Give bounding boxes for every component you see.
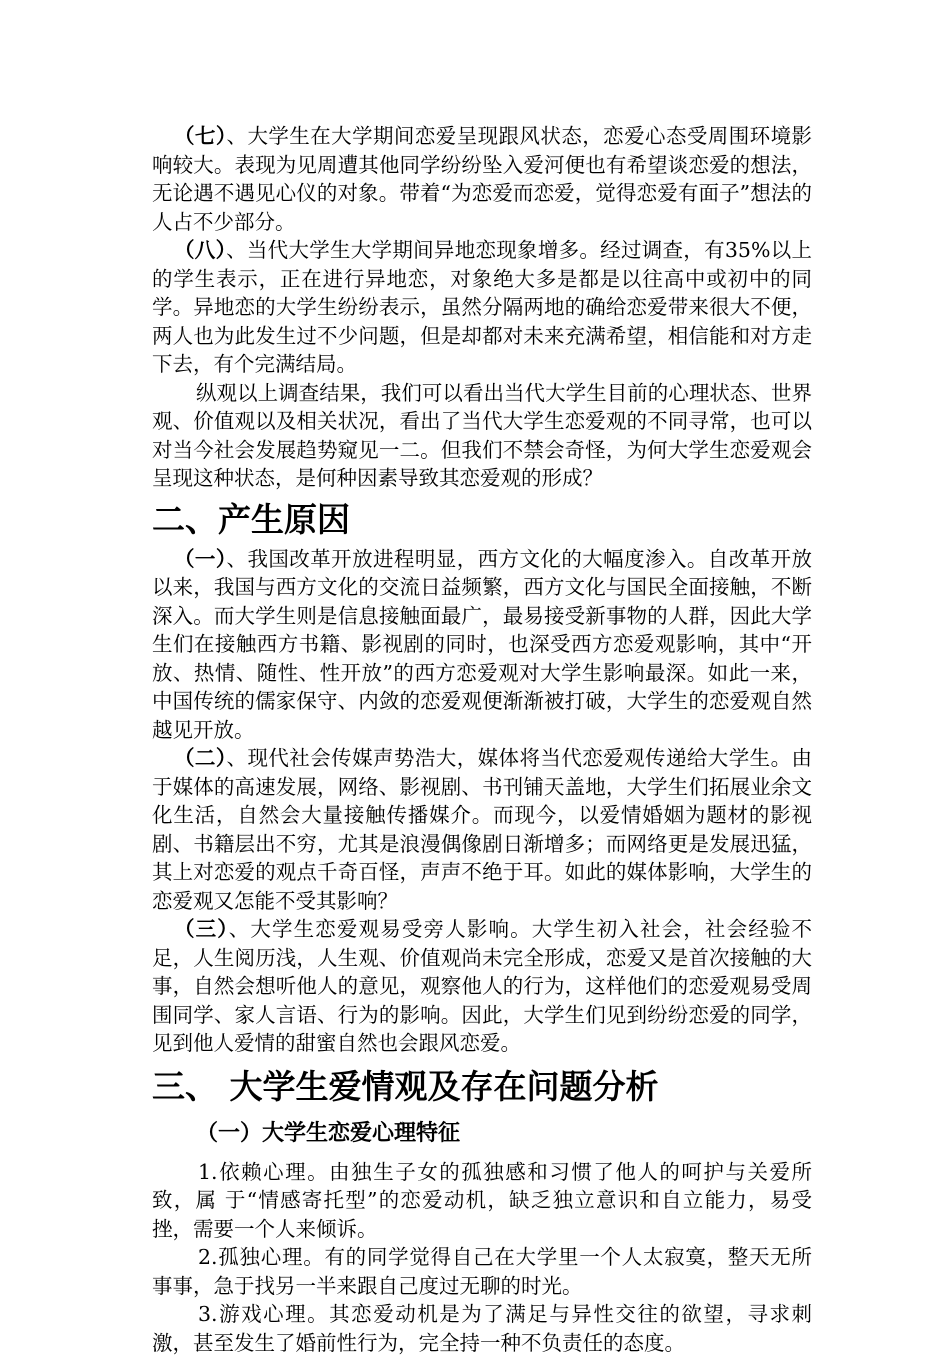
paragraph-cause-2 [152,744,812,915]
paragraph-text: 、大学生在大学期间恋爱呈现跟风状态，恋爱心态受周围环境影响较大。表现为见周遭其他同学纷纷坠入爱河便也有希望谈恋爱的想法，无论遇不遇见心仪的对象。带着“为恋爱而恋爱，觉得恋爱有面子”想法的人占不少部分。 [152,124,813,234]
paragraph-cause-3 [152,915,812,1058]
heading-analysis: 三、 大学生爱情观及存在问题分析 [152,1066,659,1106]
paragraph-text: 、现代社会传媒声势浩大，媒体将当代恋爱观传递给大学生。由于媒体的高速发展，网络、影视剧、书刊铺天盖地，大学生们拓展业余文化生活，自然会大量接触传播媒介。而现今，以爱情婚姻为题材的影视剧、书籍层出不穷，尤其是浪漫偶像剧日渐增多；而网络更是发展迅猛，其上对恋爱的观点千奇百怪，声声不绝于耳。如此的媒体影响，大学生的恋爱观又怎能不受其影响？ [152,746,813,913]
paragraph-lead: （二） [174,746,227,770]
paragraph-section-8 [152,236,812,379]
paragraph-lead: （三） [174,917,229,941]
paragraph-text: 、我国改革开放进程明显，西方文化的大幅度渗入。自改革开放以来，我国与西方文化的交流日益频繁，西方文化与国民全面接触，不断深入。而大学生则是信息接触面最广，最易接受新事物的人群，因此大学生们在接触西方书籍、影视剧的同时，也深受西方恋爱观影响，其中“开放、热情、随性、性开放”的西方恋爱观对大学生影响最深。如此一来，中国传统的儒家保守、内敛的恋爱观便渐渐被打破，大学生的恋爱观自然越见开放。 [152,546,813,742]
paragraph-summary: 纵观以上调查结果，我们可以看出当代大学生目前的心理状态、世界观、价值观以及相关状况，看出了当代大学生恋爱观的不同寻常，也可以对当今社会发展趋势窥见一二。但我们不禁会奇怪，为何大学生恋爱观会呈现这种状态，是何种因素导致其恋爱观的形成？ [152,380,812,490]
paragraph-lead: （一） [174,546,227,571]
paragraph-text: 、当代大学生大学期间异地恋现象增多。经过调查，有35%以上的学生表示，正在进行异地恋，对象绝大多是都是以往高中或初中的同学。异地恋的大学生纷纷表示，虽然分隔两地的确给恋爱带来很大不便，两人也为此发生过不少问题，但是却都对未来充满希望，相信能和对方走下去，有个完满结局。 [152,238,812,376]
subheading-psychology: （一）大学生恋爱心理特征 [196,1120,461,1146]
document-page [152,122,812,1357]
heading-causes: 二、产生原因 [152,499,350,539]
paragraph-section-7 [152,122,812,236]
list-item-dependence: 1.依赖心理。由独生子女的孤独感和习惯了他人的呵护与关爱所致，属 于“情感寄托型”的恋爱动机，缺乏独立意识和自立能力，易受挫，需要一个人来倾诉。 [152,1159,812,1241]
list-item-loneliness: 2.孤独心理。有的同学觉得自己在大学里一个人太寂寞，整天无所事事，急于找另一半来跟自己度过无聊的时光。 [152,1245,812,1298]
list-item-game: 3.游戏心理。其恋爱动机是为了满足与异性交往的欲望，寻求刺激，甚至发生了婚前性行为，完全持一种不负责任的态度。 [152,1302,812,1355]
paragraph-cause-1 [152,545,812,745]
paragraph-lead: （八） [174,238,227,262]
paragraph-text: 、大学生恋爱观易受旁人影响。大学生初入社会，社会经验不足，人生阅历浅，人生观、价值观尚未完全形成，恋爱又是首次接触的大事，自然会想听他人的意见，观察他人的行为，这样他们的恋爱观易受周围同学、家人言语、行为的影响。因此，大学生们见到纷纷恋爱的同学，见到他人爱情的甜蜜自然也会跟风恋爱。 [152,917,813,1055]
paragraph-lead: （七） [174,124,227,148]
